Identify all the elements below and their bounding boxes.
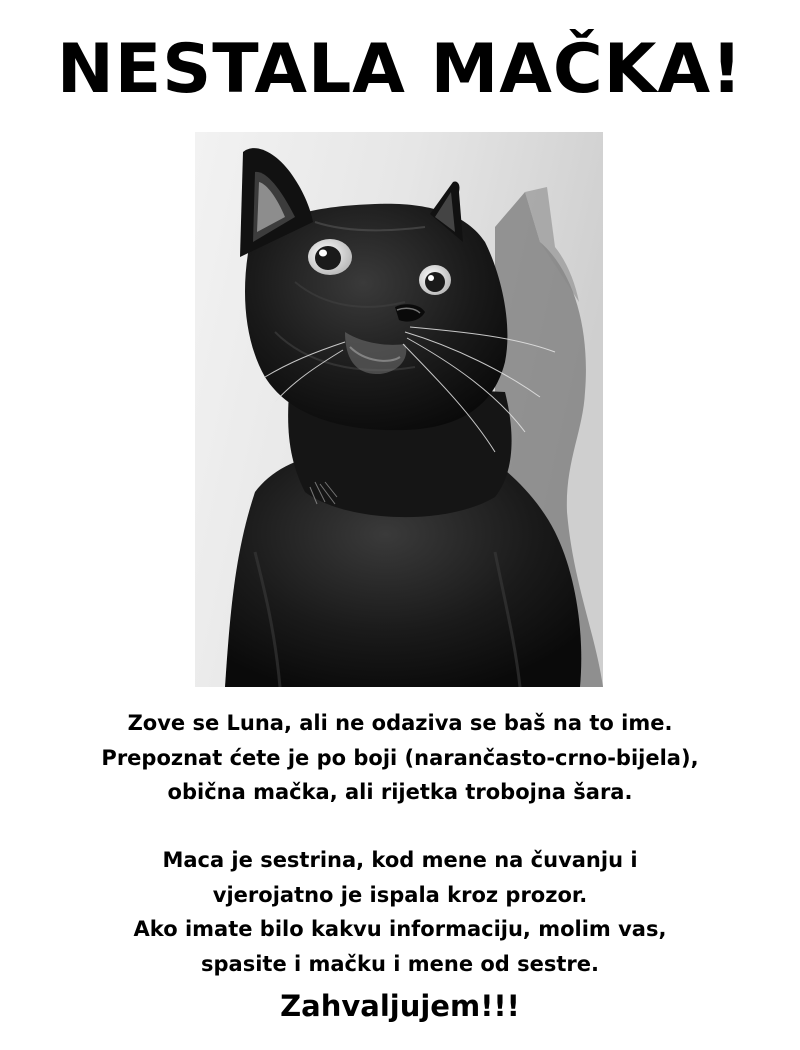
- description-line: Zove se Luna, ali ne odaziva se baš na to ime.: [127, 711, 673, 735]
- description-paragraph: [0, 706, 800, 810]
- cat-photo: [195, 132, 603, 687]
- closing-thanks: Zahvaljujem!!!: [280, 989, 520, 1023]
- description-line: Prepoznat ćete je po boji (narančasto-crno-bijela),: [101, 745, 699, 770]
- description-line: obična mačka, ali rijetka trobojna šara.: [167, 780, 633, 804]
- request-line: Ako imate bilo kakvu informaciju, molim vas,: [133, 917, 667, 941]
- request-line: vjerojatno je ispala kroz prozor.: [212, 882, 588, 907]
- request-line: spasite i mačku i mene od sestre.: [201, 951, 599, 976]
- poster-title: NESTALA MAČKA!: [56, 30, 744, 109]
- request-paragraph: [0, 843, 800, 981]
- request-line: Maca je sestrina, kod mene na čuvanju i: [162, 848, 638, 872]
